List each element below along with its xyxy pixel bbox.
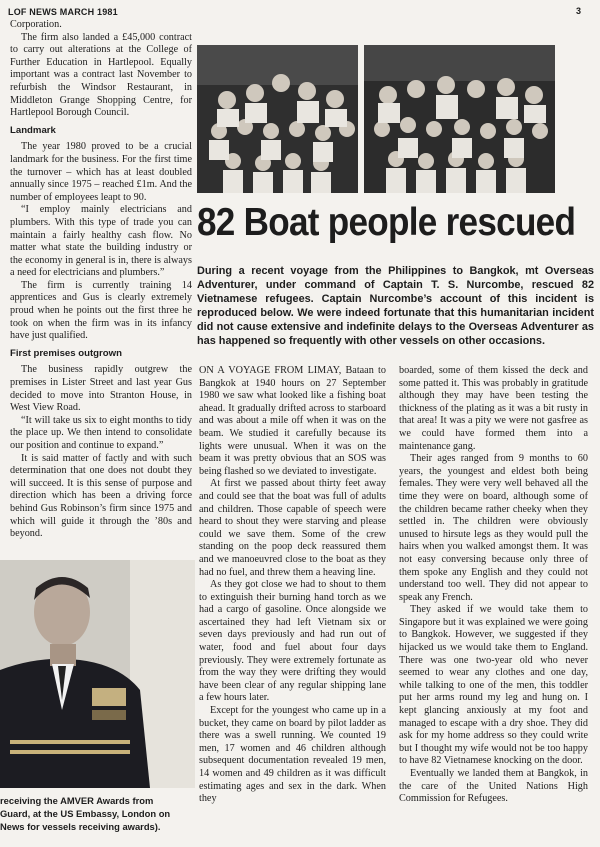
officer-photo [0,560,195,788]
article-paragraph: They asked if we would take them to Singapore but it was explained we were going to Bangkok. However, we suggested if they hijacked us we would take them to England. There was one two-year old who never seemed to wear any clothes and one day, while talking to one of the men, this toddler put her arms round my leg and hung on. I kept glancing anxiously at my foot and managed to escape with a dry shoe. They did ask for my home address so they could write but I thought my wife would not be too happy to have 82 Vietnamese knocking on the door. [399,604,588,767]
landmark-heading: Landmark [10,124,56,136]
article-standfirst [197,264,594,348]
left-paragraph: “It will take us six to eight months to tidy the place up. We then intend to consolidate our position and continue to expand.” [10,414,192,451]
caption-line: News for vessels receiving awards). [0,821,161,832]
article-headline: 82 Boat people rescued [197,201,576,244]
refugees-photo-right [364,45,555,193]
caption-line: Guard, at the US Embassy, London on [0,808,171,819]
article-paragraph: boarded, some of them kissed the deck and some patted it. This was probably in gratitude although they may have been testing the thickness of the plating as it was a bit rusty in that area! It was a pity we were not gasfree as we could have formed them into a maintenance gang. [399,365,588,452]
left-column [10,19,192,541]
article-paragraph: ON A VOYAGE FROM LIMAY, Bataan to Bangkok at 1940 hours on 27 September 1980 we saw what looked like a fishing boat ahead. It gradually drifted across to starboard and was about a mile off when it was on the beam. We studied it carefully because its lights were unusual. When it was on the beam it was pretty obvious that an SOS was being flashed so we deviated to investigate. [199,365,386,477]
article-paragraph: Their ages ranged from 9 months to 60 years, the youngest and eldest both being females. They were very well behaved all the time they were on board, although some of the children became rather cheeky when they settled in. The children were obviously unused to hirsute legs as they would pull the hairs when you walked amongst them. It was not easy conversing because only three of them spoke any English and they could not understand too well. They did not appear to speak any French. [399,453,588,603]
standfirst-text: During a recent voyage from the Philippines to Bangkok, mt Overseas Adventurer, under command of Captain T. S. Nurcombe, rescued 82 Vietnamese refugees. Captain Nurcombe’s account of this incident is reproduced below. We were indeed fortunate that this humanitarian incident did not cause extensive and indefinite delays to the Overseas Adventurer as has happened so frequently with other vessels on other occasions. [197,265,594,347]
article-column-1 [199,365,386,806]
article-paragraph: As they got close we had to shout to them to extinguish their burning hand torch as we had a cargo of gasoline. Once alongside we ascertained they had left Vietnam six or seven days previously and had run out of water, food and fuel about four days previously. They were extremely fortunate as from the way they were drifting they would have been clear of any regular shipping lane a few hours later. [199,579,386,704]
publication-header: LOF NEWS MARCH 1981 [8,7,118,17]
premises-heading: First premises outgrown [10,347,122,359]
caption-line: receiving the AMVER Awards from [0,795,154,806]
article-paragraph: Except for the youngest who came up in a bucket, they came on board by pilot ladder as there was a swell running. We counted 19 men, 17 women and 46 children although subsequent documentation revealed 19 men, 14 women and 49 children as it was difficult estimating ages and sex in the dark. When they [199,705,386,805]
refugees-photo-left [197,45,358,193]
left-paragraph: “I employ mainly electricians and plumbers. With this type of trade you can maintain a fairly healthy cash flow. No matter what state the building industry or the economy in general is in, there is always a need for electricians and plumbers.” [10,204,192,279]
page-number: 3 [576,6,582,16]
left-paragraph: It is said matter of factly and with such determination that one does not doubt they will succeed. It is this sense of purpose and direction which has been a driving force behind Gus Robinson’s firm since 1975 and which will guide it through the ’80s and beyond. [10,452,192,540]
article-column-2 [399,365,588,806]
left-paragraph: The business rapidly outgrew the premises in Lister Street and last year Gus decided to move into Stranton House, in West View Road. [10,364,192,414]
photo-caption [0,794,191,833]
left-paragraph: The firm also landed a £45,000 contract to carry out alterations at the College of Further Education in Hartlepool. Equally important was a contract last November to refurbish the Windsor Restaurant, in Middleton Grange Shopping Centre, for Hartlepool Borough Council. [10,31,192,119]
left-paragraph: The firm is currently training 14 apprentices and Gus is clearly extremely proud when he points out the first three he took on when the firm was in its infancy have just qualified. [10,279,192,342]
article-paragraph: At first we passed about thirty feet away and could see that the boat was full of adults and children. Those capable of speech were heard to shout they were starving and please could we save them. Some of the crew standing on the poop deck reassured them and we manoeuvred close to the boat as they had no fuel, and threw them a heaving line. [199,478,386,578]
left-paragraph: The year 1980 proved to be a crucial landmark for the business. For the first time the turnover – which has at least doubled annually since 1975 – reached £1m. And the number of employees leapt to 90. [10,141,192,203]
left-paragraph: Corporation. [10,19,62,30]
article-paragraph: Eventually we landed them at Bangkok, in the care of the United Nations High Commission for Refugees. [399,768,588,805]
